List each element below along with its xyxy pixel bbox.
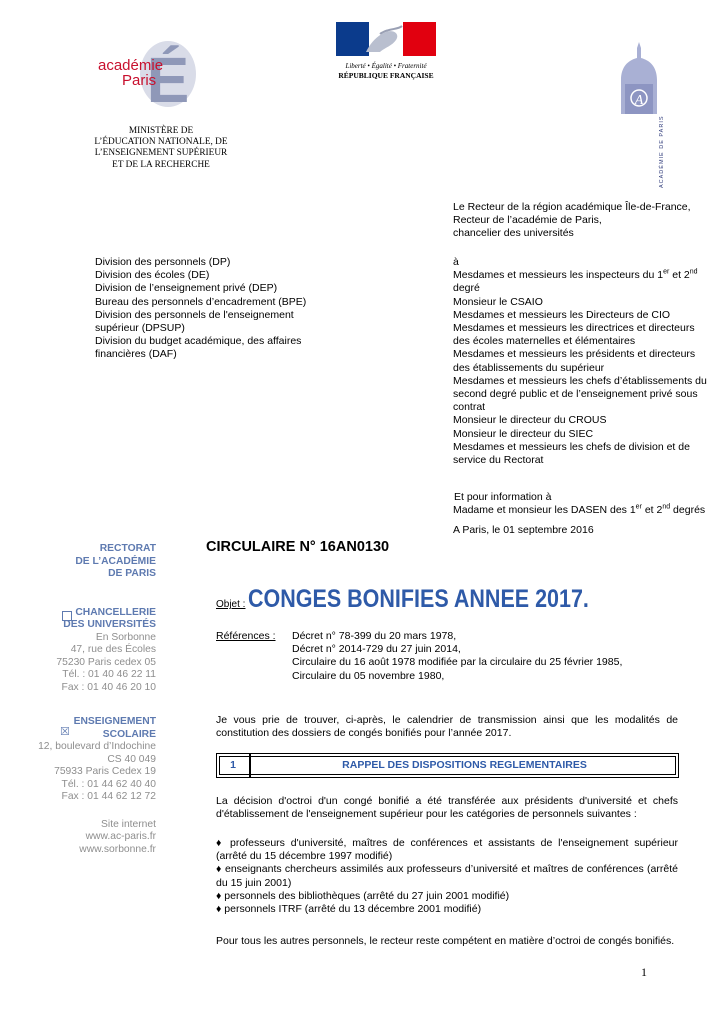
recipient-line: second degré public et de l’enseignement privé sous bbox=[453, 388, 698, 401]
marianne-republique: RÉPUBLIQUE FRANÇAISE bbox=[338, 71, 434, 80]
svg-text:É: É bbox=[146, 44, 190, 114]
references-list bbox=[292, 630, 622, 683]
recipient-line: contrat bbox=[453, 401, 486, 414]
division-item: financières (DAF) bbox=[95, 348, 177, 361]
division-item: Division de l’enseignement privé (DEP) bbox=[95, 282, 278, 295]
chancellerie-title: CHANCELLERIE DES UNIVERSITÉS bbox=[63, 606, 156, 630]
marianne-logo bbox=[336, 22, 436, 82]
sender-block bbox=[453, 201, 691, 241]
recipient-line: Monsieur le CSAIO bbox=[453, 295, 543, 308]
section-number: 1 bbox=[230, 759, 236, 771]
sender-line: chancelier des universités bbox=[453, 227, 574, 240]
objet-label: Objet : bbox=[216, 599, 246, 610]
division-item: Division des personnels (DP) bbox=[95, 256, 231, 268]
recipient-line: Mesdames et messieurs les inspecteurs du 1er et 2nd bbox=[453, 268, 698, 282]
academie-paris-logo bbox=[96, 40, 206, 114]
date-line: A Paris, le 01 septembre 2016 bbox=[453, 524, 594, 536]
recipient-line: des écoles maternelles et élémentaires bbox=[453, 335, 636, 348]
intro-paragraph: Je vous prie de trouver, ci-après, le calendrier de transmission ainsi que les modalités de constitution des dossiers de congés bonifiés pour l’année 2017. bbox=[216, 714, 678, 740]
division-item: Bureau des personnels d’encadrement (BPE) bbox=[95, 295, 307, 308]
recipients-block bbox=[453, 256, 707, 467]
ministry-line: MINISTÈRE DE bbox=[128, 126, 194, 136]
rectorat-line: RECTORAT bbox=[99, 543, 156, 554]
checked-box-icon: ☒ bbox=[60, 726, 70, 738]
division-item: Division des personnels de l'enseignement bbox=[95, 308, 294, 321]
recipient-line: Mesdames et messieurs les chefs de division et de bbox=[453, 440, 690, 453]
info-block bbox=[453, 491, 705, 517]
references-label: Références : bbox=[216, 630, 276, 642]
sender-line: Recteur de l’académie de Paris, bbox=[453, 214, 602, 227]
objet-title: CONGES BONIFIES ANNEE 2017. bbox=[248, 585, 589, 613]
ministry-line: ET DE LA RECHERCHE bbox=[112, 159, 210, 170]
marianne-motto: Liberté • Égalité • Fraternité bbox=[345, 62, 427, 70]
recipient-line: Mesdames et messieurs les présidents et directeurs bbox=[453, 348, 696, 361]
checkbox-icon bbox=[62, 611, 72, 621]
reference-item: Circulaire du 16 août 1978 modifiée par la circulaire du 25 février 1985, bbox=[292, 656, 623, 669]
section-table bbox=[216, 753, 679, 778]
bullet-item: ♦ personnels ITRF (arrêté du 13 décembre 2001 modifié) bbox=[216, 903, 482, 916]
svg-text:A: A bbox=[634, 93, 644, 108]
rectorat-line: DE L’ACADÉMIE bbox=[75, 555, 156, 567]
recipient-line: Mesdames et messieurs les directrices et directeurs bbox=[453, 322, 695, 335]
rectorat-line: DE PARIS bbox=[108, 568, 156, 579]
reference-item: Circulaire du 05 novembre 1980, bbox=[292, 669, 445, 682]
recipient-line: Monsieur le directeur du CROUS bbox=[453, 414, 607, 427]
ministry-block bbox=[76, 126, 246, 171]
bullets-list bbox=[216, 837, 678, 916]
academie-paris-vertical-logo bbox=[615, 40, 665, 188]
rectorat-block bbox=[20, 543, 156, 581]
sender-line: Le Recteur de la région académique Île-de-France, bbox=[453, 201, 691, 213]
enseignement-title: ENSEIGNEMENT SCOLAIRE bbox=[73, 716, 156, 740]
enseignement-address: 12, boulevard d’Indochine CS 40 049 75933 Paris Cedex 19 Tél. : 01 44 62 40 40 Fax : 01 44 62 12 72 bbox=[38, 741, 156, 802]
bullet-item: ♦ enseignants chercheurs assimilés aux professeurs d’université et maîtres de conférences (arrêté du 15 juin 2001) bbox=[216, 863, 678, 889]
logo-word-academie: académie bbox=[98, 57, 164, 74]
sidebar bbox=[20, 543, 156, 856]
ministry-line: L’ÉDUCATION NATIONALE, DE bbox=[94, 137, 228, 148]
ministry-line: L’ENSEIGNEMENT SUPÉRIEUR bbox=[94, 148, 228, 159]
division-item: supérieur (DPSUP) bbox=[95, 322, 185, 335]
recipient-line: Monsieur le directeur du SIEC bbox=[453, 427, 594, 440]
recipient-line: des établissements du supérieur bbox=[453, 361, 605, 374]
recipients-a: à bbox=[453, 256, 459, 268]
divisions-list bbox=[95, 256, 306, 362]
website-block: Site internet www.ac-paris.fr www.sorbonne.fr bbox=[20, 819, 156, 857]
website-link[interactable]: www.ac-paris.fr bbox=[85, 831, 156, 842]
paragraph-3: Pour tous les autres personnels, le recteur reste compétent en matière d’octroi de congés bonifiés. bbox=[216, 935, 675, 947]
info-line: Madame et monsieur les DASEN des 1er et 2nd degrés bbox=[453, 503, 706, 517]
division-item: Division des écoles (DE) bbox=[95, 269, 210, 282]
reference-item: Décret n° 2014-729 du 27 juin 2014, bbox=[292, 643, 461, 656]
circulaire-number: CIRCULAIRE N° 16AN0130 bbox=[206, 539, 390, 555]
bullet-item: ♦ professeurs d'université, maîtres de conférences et assistants de l'enseignement supérieur (arrêté du 15 décembre 1997 modifié) bbox=[216, 837, 678, 863]
recipient-line: Mesdames et messieurs les chefs d’établissements du bbox=[453, 374, 707, 387]
website-link[interactable]: www.sorbonne.fr bbox=[79, 843, 156, 855]
paragraph-2: La décision d'octroi d'un congé bonifié a été transférée aux présidents d'université et chefs d'établissement de l'enseignement supérieur pour les catégories de personnels suivantes : bbox=[216, 795, 678, 821]
recipient-line: degré bbox=[453, 282, 480, 295]
reference-item: Décret n° 78-399 du 20 mars 1978, bbox=[292, 630, 457, 642]
division-item: Division du budget académique, des affaires bbox=[95, 335, 302, 348]
info-intro: Et pour information à bbox=[454, 491, 552, 503]
recipient-line: service du Rectorat bbox=[453, 454, 544, 467]
chancellerie-address: En Sorbonne 47, rue des Écoles 75230 Paris cedex 05 Tél. : 01 40 46 22 11 Fax : 01 40 46 20 10 bbox=[56, 631, 156, 693]
logo-word-paris: Paris bbox=[122, 72, 157, 89]
vertical-academie-text: ACADÉMIE DE PARIS bbox=[659, 115, 665, 188]
bullet-item: ♦ personnels des bibliothèques (arrêté du 27 juin 2001 modifié) bbox=[216, 889, 510, 902]
section-title: RAPPEL DES DISPOSITIONS REGLEMENTAIRES bbox=[342, 759, 587, 771]
page-number: 1 bbox=[641, 965, 647, 979]
recipient-line: Mesdames et messieurs les Directeurs de CIO bbox=[453, 308, 671, 321]
